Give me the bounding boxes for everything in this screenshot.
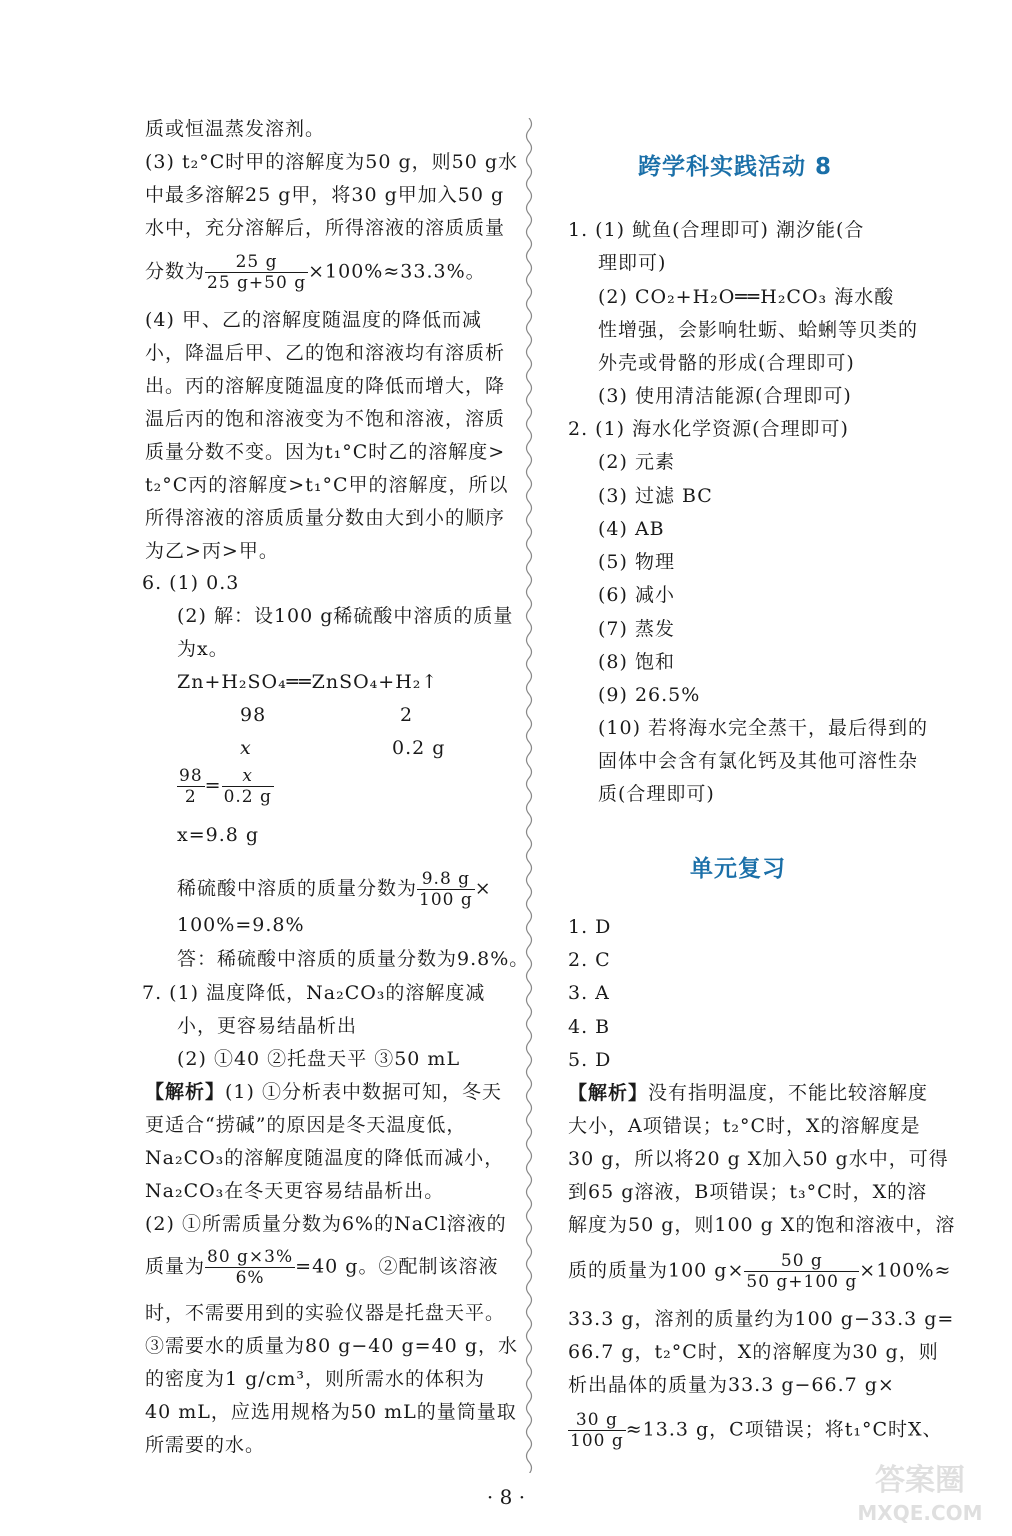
text-line: (2) 解：设100 g稀硫酸中溶质的质量 <box>177 605 514 627</box>
text-line: 答：稀硫酸中溶质的质量分数为9.8%。 <box>177 948 530 970</box>
text-segment: 质的质量为100 g× <box>568 1259 745 1282</box>
text-line: 6. (1) 0.3 <box>142 572 240 594</box>
text-line: ③需要水的质量为80 g−40 g=40 g，水 <box>145 1335 518 1357</box>
section-heading: 单元复习 <box>690 856 786 882</box>
text-line: (10) 若将海水完全蒸干，最后得到的 <box>598 717 929 739</box>
fraction-line <box>568 1251 951 1292</box>
text-line: Na₂CO₃在冬天更容易结晶析出。 <box>145 1180 445 1202</box>
text-line: Na₂CO₃的溶解度随温度的降低而减小， <box>145 1147 505 1169</box>
text-line: 中最多溶解25 g甲，将30 g甲加入50 g <box>145 184 505 206</box>
text-line: (6) 减小 <box>598 584 675 606</box>
equation: Zn+H₂SO₄══ZnSO₄+H₂↑ <box>177 671 439 693</box>
analysis-label: 【解析】 <box>145 1081 226 1103</box>
fraction <box>205 252 308 293</box>
fraction <box>205 1247 295 1288</box>
text-line: 所需要的水。 <box>145 1434 266 1456</box>
svg-text:MXQE.COM: MXQE.COM <box>857 1501 983 1525</box>
text-segment: × <box>474 877 492 900</box>
text-line: t₂°C丙的溶解度>t₁°C甲的溶解度，所以 <box>145 474 509 496</box>
analysis-line <box>145 1079 502 1105</box>
fraction-line <box>177 766 274 807</box>
text-segment: 质量为 <box>145 1255 206 1278</box>
text-line: 到65 g溶液，B项错误；t₃°C时，X的溶 <box>568 1181 928 1203</box>
text-line: 时，不需要用到的实验仪器是托盘天平。 <box>145 1302 506 1324</box>
text-line: (5) 物理 <box>598 551 675 573</box>
text-line: 所得溶液的溶质质量分数由大到小的顺序 <box>145 507 506 529</box>
text-line: 理即可) <box>598 252 667 274</box>
answer-item: 4. B <box>568 1016 611 1038</box>
text-line: 0.2 g <box>392 737 446 759</box>
fraction-line <box>177 869 492 910</box>
text-segment: ×100%≈ <box>859 1259 952 1282</box>
denominator: 6% <box>235 1268 265 1288</box>
numerator: 98 <box>179 766 203 786</box>
analysis-line <box>568 1080 928 1106</box>
fraction <box>568 1410 626 1451</box>
text-segment: 没有指明温度，不能比较溶解度 <box>648 1082 929 1104</box>
text-segment: ×100%≈33.3%。 <box>308 260 486 283</box>
numerator: 9.8 g <box>417 869 475 890</box>
answer-item: 1. D <box>568 916 612 938</box>
fraction <box>177 766 205 807</box>
fraction <box>744 1251 859 1292</box>
text-line: x <box>240 737 252 759</box>
analysis-label: 【解析】 <box>568 1082 649 1104</box>
numerator: 80 g×3% <box>207 1247 294 1267</box>
fraction-line <box>568 1410 943 1451</box>
text-line: 30 g，所以将20 g X加入50 g水中，可得 <box>568 1148 949 1170</box>
text-line: 固体中会含有氯化钙及其他可溶性杂 <box>598 750 919 772</box>
text-line: 水中，充分溶解后，所得溶液的溶质质量 <box>145 217 506 239</box>
text-line: 外壳或骨骼的形成(合理即可) <box>598 352 855 374</box>
denominator: 100 g <box>419 890 473 910</box>
text-line: (2) ①所需质量分数为6%的NaCl溶液的 <box>145 1213 507 1235</box>
text-segment: = <box>204 774 222 797</box>
answer-item: 3. A <box>568 982 610 1004</box>
text-line: 大小，A项错误；t₂°C时，X的溶解度是 <box>568 1115 921 1137</box>
numerator: 30 g <box>568 1410 626 1431</box>
numerator: x <box>222 766 274 787</box>
text-line: 出。丙的溶解度随温度的降低而增大，降 <box>145 375 506 397</box>
text-segment: (1) ①分析表中数据可知，冬天 <box>225 1081 502 1103</box>
text-line: x=9.8 g <box>177 824 260 846</box>
page-number: · 8 · <box>486 1485 526 1509</box>
denominator: 2 <box>184 787 197 807</box>
text-line: (4) AB <box>598 518 665 540</box>
numerator: 50 g <box>744 1251 859 1272</box>
text-line: 性增强，会影响牡蛎、蛤蜊等贝类的 <box>598 319 919 341</box>
text-line: 的密度为1 g/cm³，则所需水的体积为 <box>145 1368 485 1390</box>
text-segment: =40 g。②配制该溶液 <box>295 1255 499 1278</box>
denominator: 0.2 g <box>223 787 272 807</box>
numerator: 25 g <box>205 252 308 273</box>
fraction-line <box>145 1247 498 1288</box>
denominator: 100 g <box>570 1431 624 1451</box>
left-column <box>142 0 530 1536</box>
text-segment: 分数为 <box>145 260 206 283</box>
fraction <box>417 869 475 910</box>
text-line: 为乙>丙>甲。 <box>145 540 279 562</box>
text-line: 析出晶体的质量为33.3 g−66.7 g× <box>568 1374 895 1396</box>
equation: (2) CO₂+H₂O══H₂CO₃ 海水酸 <box>598 286 895 308</box>
text-line: (2) 元素 <box>598 451 675 473</box>
text-line: 质量分数不变。因为t₁°C时乙的溶解度> <box>145 441 506 463</box>
column-divider <box>522 118 536 1473</box>
text-line: 温后丙的饱和溶液变为不饱和溶液，溶质 <box>145 408 506 430</box>
text-line: 质或恒温蒸发溶剂。 <box>145 118 326 140</box>
svg-text:答案圈: 答案圈 <box>875 1463 965 1498</box>
text-line: 40 mL，应选用规格为50 mL的量筒量取 <box>145 1401 517 1423</box>
text-line: (3) 使用清洁能源(合理即可) <box>598 385 852 407</box>
text-line: 2. (1) 海水化学资源(合理即可) <box>568 418 849 440</box>
text-segment: 稀硫酸中溶质的质量分数为 <box>177 877 418 900</box>
text-line: 7. (1) 温度降低，Na₂CO₃的溶解度减 <box>142 982 486 1004</box>
text-line: (4) 甲、乙的溶解度随温度的降低而减 <box>145 309 482 331</box>
right-column <box>568 0 956 1536</box>
text-line: (3) t₂°C时甲的溶解度为50 g，则50 g水 <box>145 151 519 173</box>
text-line: 98 <box>240 704 267 726</box>
watermark-logo <box>850 1448 990 1528</box>
answer-item: 5. D <box>568 1049 612 1071</box>
text-line: (7) 蒸发 <box>598 618 675 640</box>
text-line: 1. (1) 鱿鱼(合理即可) 潮汐能(合 <box>568 219 865 241</box>
text-segment: ≈13.3 g，C项错误；将t₁°C时X、 <box>625 1418 943 1441</box>
denominator: 25 g+50 g <box>207 273 307 293</box>
text-line: 为x。 <box>177 638 229 660</box>
text-line: 66.7 g，t₂°C时，X的溶解度为30 g，则 <box>568 1341 939 1363</box>
fraction-line <box>145 252 486 293</box>
text-line: 100%=9.8% <box>177 914 305 936</box>
text-line: 更适合“捞碱”的原因是冬天温度低， <box>145 1114 467 1136</box>
text-line: 33.3 g，溶剂的质量约为100 g−33.3 g= <box>568 1308 955 1330</box>
answer-item: 2. C <box>568 949 611 971</box>
text-line: 质(合理即可) <box>598 783 715 805</box>
text-line: 2 <box>400 704 414 726</box>
text-line: (8) 饱和 <box>598 651 675 673</box>
text-line: 解度为50 g，则100 g X的饱和溶液中，溶 <box>568 1214 956 1236</box>
denominator: 50 g+100 g <box>746 1272 858 1292</box>
text-line: 小，降温后甲、乙的饱和溶液均有溶质析 <box>145 342 506 364</box>
section-heading: 跨学科实践活动 8 <box>638 154 833 180</box>
text-line: (9) 26.5% <box>598 684 701 706</box>
text-line: (2) ①40 ②托盘天平 ③50 mL <box>177 1048 461 1070</box>
text-line: 小，更容易结晶析出 <box>177 1015 358 1037</box>
text-line: (3) 过滤 BC <box>598 485 713 507</box>
fraction <box>222 766 274 807</box>
